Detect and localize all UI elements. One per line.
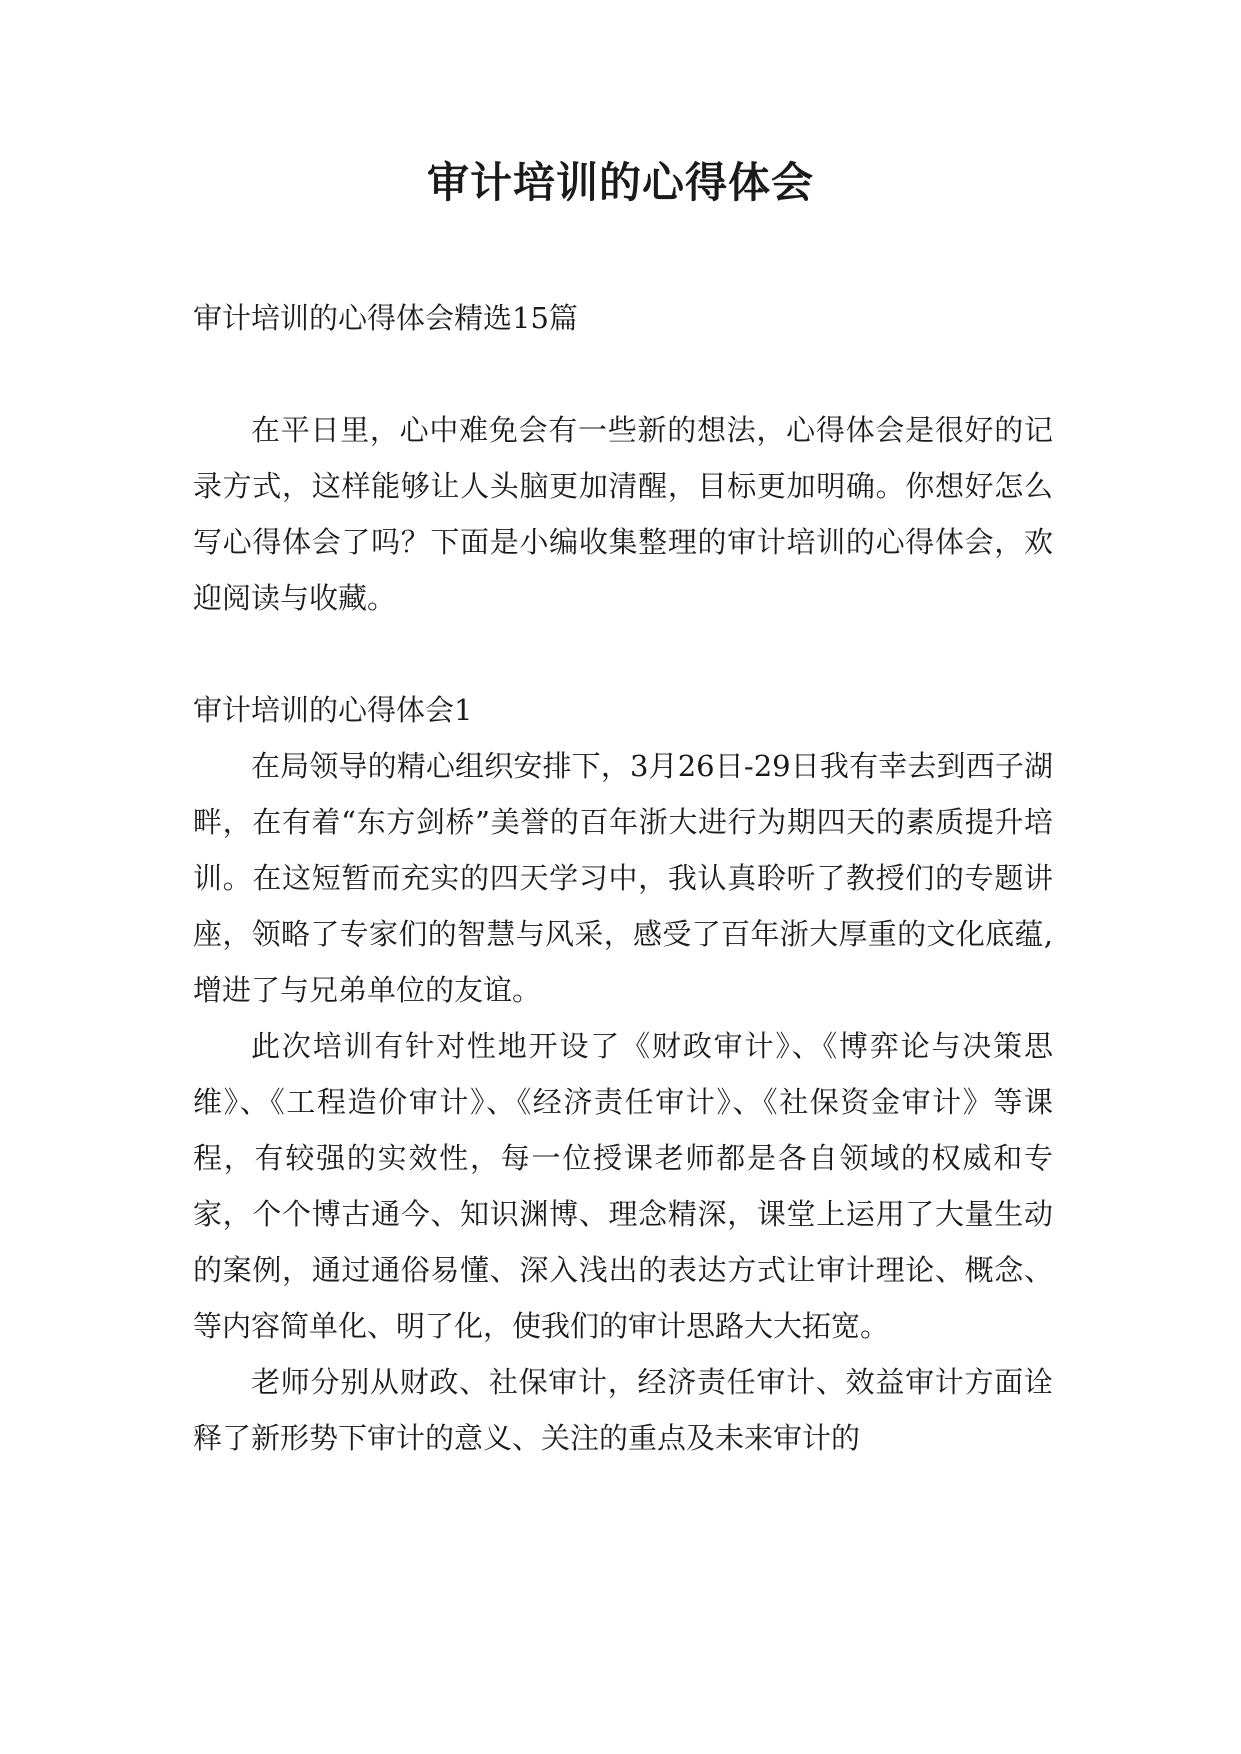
document-subtitle: 审计培训的心得体会精选15篇 xyxy=(193,301,578,335)
document-title: 审计培训的心得体会 xyxy=(426,158,814,207)
section-heading: 审计培训的心得体会1 xyxy=(193,693,473,727)
spacer xyxy=(193,626,1053,682)
body-paragraph-1: 在局领导的精心组织安排下，3月26日-29日我有幸去到西子湖畔，在有着“东方剑桥”美誉的百年浙大进行为期四天的素质提升培训。在这短暂而充实的四天学习中，我认真聆听了教授们的专题讲座，领略了专家们的智慧与风采，感受了百年浙大厚重的文化底蕴,增进了与兄弟单位的友谊。 xyxy=(193,749,1053,1007)
document-body xyxy=(193,290,1053,1466)
spacer xyxy=(193,346,1053,402)
intro-paragraph: 在平日里，心中难免会有一些新的想法，心得体会是很好的记录方式，这样能够让人头脑更加清醒，目标更加明确。你想好怎么写心得体会了吗？下面是小编收集整理的审计培训的心得体会，欢迎阅读与收藏。 xyxy=(193,413,1053,615)
body-paragraph-2: 此次培训有针对性地开设了《财政审计》、《博弈论与决策思维》、《工程造价审计》、《经济责任审计》、《社保资金审计》等课程，有较强的实效性，每一位授课老师都是各自领域的权威和专家，个个博古通今、知识渊博、理念精深，课堂上运用了大量生动的案例，通过通俗易懂、深入浅出的表达方式让审计理论、概念、等内容简单化、明了化，使我们的审计思路大大拓宽。 xyxy=(193,1029,1053,1343)
body-paragraph-3: 老师分别从财政、社保审计，经济责任审计、效益审计方面诠释了新形势下审计的意义、关注的重点及未来审计的 xyxy=(193,1365,1053,1455)
